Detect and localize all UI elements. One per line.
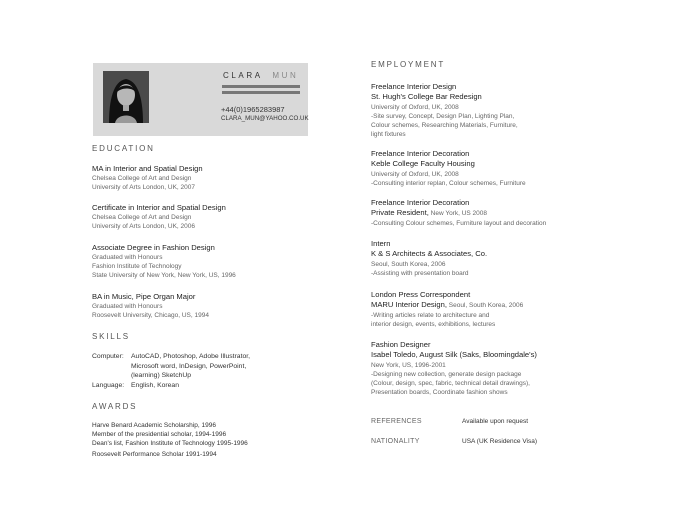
education-heading: EDUCATION — [92, 144, 155, 153]
degree-detail: Chelsea College of Art and Design — [92, 214, 192, 221]
job-project: Keble College Faculty Housing — [371, 159, 475, 168]
employment-entry — [371, 340, 537, 397]
first-name: CLARA — [223, 71, 263, 80]
employment-heading: EMPLOYMENT — [371, 60, 446, 69]
language-value: English, Korean — [131, 381, 179, 389]
name-heading — [223, 71, 298, 80]
award-item: Roosevelt Performance Scholar 1991-1994 — [92, 451, 217, 458]
degree-detail: Fashion Institute of Technology — [92, 263, 182, 270]
employment-entry — [371, 290, 523, 329]
job-project: K & S Architects & Associates, Co. — [371, 249, 488, 258]
education-entry — [92, 292, 209, 320]
computer-skills-line: (learning) SketchUp — [131, 372, 192, 379]
job-detail: Presentation boards, Coordinate fashion shows — [371, 389, 508, 396]
degree-title: BA in Music, Pipe Organ Major — [92, 292, 196, 301]
job-detail: -Designing new collection, generate design package — [371, 371, 522, 378]
computer-label: Computer: — [92, 353, 124, 360]
references-value: Available upon request — [462, 418, 529, 425]
email-address: CLARA_MUN@YAHOO.CO.UK — [221, 115, 309, 122]
award-item: Dean's list, Fashion Institute of Technology 1995-1996 — [92, 440, 248, 447]
job-detail: -Writing articles relate to architecture and — [371, 312, 490, 319]
employment-entry — [371, 239, 487, 278]
job-project: St. Hugh's College Bar Redesign — [371, 92, 482, 101]
nationality-label: NATIONALITY — [371, 438, 420, 445]
job-detail: Colour schemes, Researching Materials, Furniture, — [371, 122, 518, 129]
job-role: Freelance Interior Decoration — [371, 149, 470, 158]
job-project: Private Resident, New York, US 2008 — [371, 208, 488, 217]
job-detail: -Consulting Colour schemes, Furniture layout and decoration — [371, 220, 547, 227]
awards-heading: AWARDS — [92, 402, 138, 411]
job-project: Isabel Toledo, August Silk (Saks, Bloomingdale's) — [371, 350, 537, 359]
job-detail: New York, US, 1996-2001 — [371, 362, 446, 369]
degree-detail: Graduated with Honours — [92, 303, 163, 310]
job-detail: University of Oxford, UK, 2008 — [371, 104, 459, 111]
job-role: Freelance Interior Design — [371, 82, 457, 91]
job-detail: University of Oxford, UK, 2008 — [371, 171, 459, 178]
degree-title: Associate Degree in Fashion Design — [92, 243, 215, 252]
degree-title: MA in Interior and Spatial Design — [92, 164, 203, 173]
award-item: Member of the presidential scholar, 1994-1996 — [92, 431, 227, 438]
education-entry — [92, 243, 236, 280]
employment-entry — [371, 149, 526, 188]
job-detail: light fixtures — [371, 131, 406, 138]
skills-heading: SKILLS — [92, 332, 130, 341]
employment-entry — [371, 198, 546, 228]
references-label: REFERENCES — [371, 418, 422, 425]
computer-skills-line: Microsoft word, InDesign, PowerPoint, — [131, 362, 247, 370]
job-role: Intern — [371, 239, 391, 248]
degree-detail: University of Arts London, UK, 2007 — [92, 184, 195, 191]
job-detail: interior design, events, exhibitions, lectures — [371, 321, 496, 328]
skills-block — [92, 352, 250, 390]
employment-entry — [371, 82, 518, 139]
education-entry — [92, 203, 226, 231]
award-item: Harve Benard Academic Scholarship, 1996 — [92, 422, 216, 429]
language-label: Language: — [92, 381, 125, 389]
job-detail: (Colour, design, spec, fabric, technical detail drawings), — [371, 380, 530, 387]
job-role: London Press Correspondent — [371, 290, 471, 299]
phone-number: +44(0)1965283987 — [221, 105, 285, 114]
degree-detail: Roosevelt University, Chicago, US, 1994 — [92, 312, 209, 319]
job-role: Freelance Interior Decoration — [371, 198, 470, 207]
header-bar — [222, 85, 300, 88]
profile-photo — [103, 71, 149, 123]
job-detail: -Consulting interior replan, Colour schemes, Furniture — [371, 180, 526, 187]
job-project: MARU Interior Design, Seoul, South Korea, 2006 — [371, 300, 524, 309]
nationality-value: USA (UK Residence Visa) — [462, 438, 538, 445]
awards-list — [92, 421, 248, 459]
job-detail: -Site survey, Concept, Design Plan, Lighting Plan, — [371, 113, 515, 120]
degree-detail: Chelsea College of Art and Design — [92, 175, 192, 182]
computer-skills-line: AutoCAD, Photoshop, Adobe Illustrator, — [131, 353, 251, 360]
header-bar — [222, 91, 300, 94]
degree-detail: Graduated with Honours — [92, 254, 163, 261]
degree-detail: University of Arts London, UK, 2006 — [92, 223, 195, 230]
degree-title: Certificate in Interior and Spatial Design — [92, 203, 226, 212]
job-detail: -Assisting with presentation board — [371, 270, 469, 277]
education-entry — [92, 164, 203, 192]
job-role: Fashion Designer — [371, 340, 431, 349]
last-name: MUN — [272, 71, 299, 80]
header-card — [93, 63, 308, 136]
degree-detail: State University of New York, New York, US, 1996 — [92, 272, 236, 279]
job-detail: Seoul, South Korea, 2006 — [371, 261, 446, 268]
